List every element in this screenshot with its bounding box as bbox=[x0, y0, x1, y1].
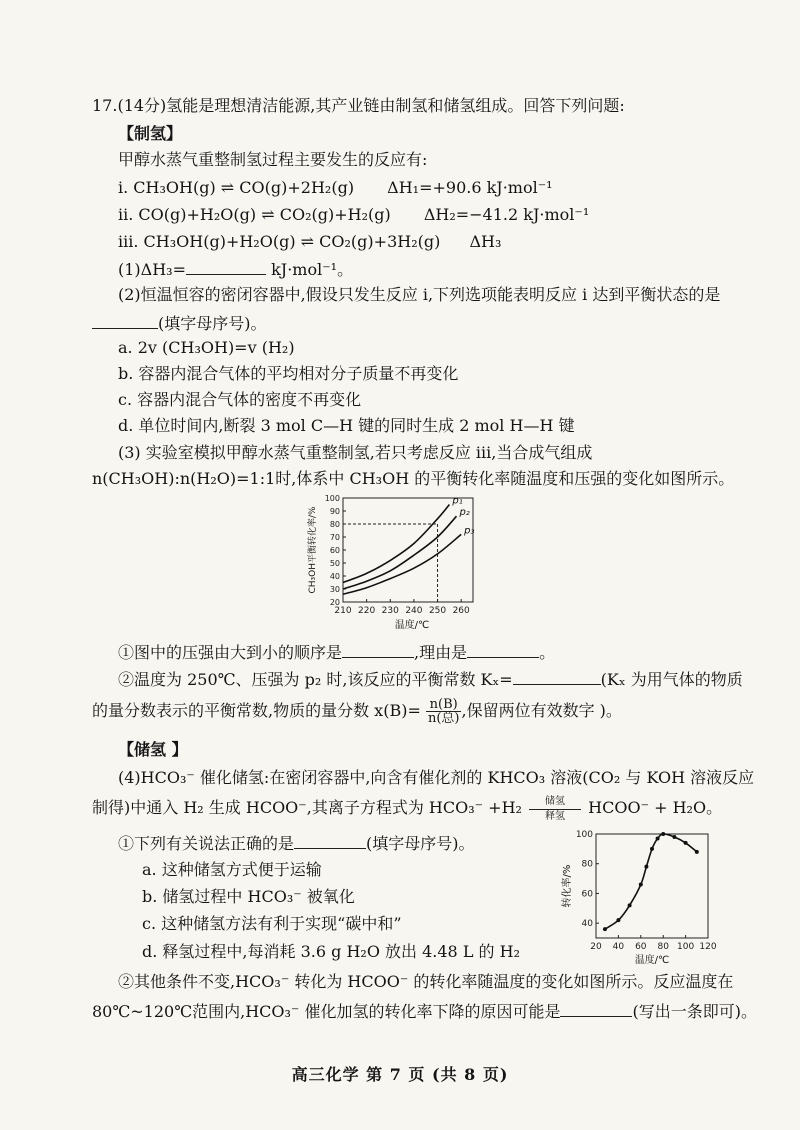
chart2-y-tick-label: 100 bbox=[575, 830, 593, 840]
chart2-data-point bbox=[628, 903, 632, 907]
q3-sub1 bbox=[118, 641, 555, 663]
question-3-line1: (3) 实验室模拟甲醇水蒸气重整制氢,若只考虑反应 iii,当合成气组成 bbox=[118, 443, 593, 462]
reaction-right: CO(g)+2H₂(g) bbox=[239, 178, 355, 197]
q4-equation-right: HCOO⁻ + H₂O。 bbox=[588, 798, 723, 817]
chart2-data-point bbox=[603, 927, 607, 931]
fraction-numerator: n(B) bbox=[426, 698, 462, 712]
reaction-right: CO₂(g)+H₂(g) bbox=[279, 205, 391, 224]
chart2-data-point bbox=[644, 865, 648, 869]
q4-sub1 bbox=[118, 832, 475, 854]
chart2-y-tick-label: 60 bbox=[581, 889, 593, 900]
chart1-x-tick-label: 210 bbox=[334, 606, 352, 616]
reaction-iii bbox=[118, 232, 501, 252]
equilibrium-arrow-icon: ⇌ bbox=[220, 178, 235, 197]
q2-option-d: d. 单位时间内,断裂 3 mol C—H 键的同时生成 2 mol H—H 键 bbox=[118, 416, 575, 435]
question-header: 17.(14分)氢能是理想清洁能源,其产业链由制氢和储氢组成。回答下列问题: bbox=[92, 96, 625, 115]
reaction-i bbox=[118, 178, 553, 198]
arrow-label-release: 释氢 bbox=[545, 810, 566, 822]
chart1-y-tick-label: 90 bbox=[329, 507, 340, 516]
q3-sub1-text-b: ,理由是 bbox=[414, 643, 468, 662]
chart1-series-label: p₂ bbox=[459, 507, 470, 519]
q4-option-a: a. 这种储氢方式便于运输 bbox=[142, 860, 322, 879]
chart1-series-label: p₃ bbox=[464, 525, 475, 537]
chart2-data-point bbox=[695, 850, 699, 854]
fraction-denominator: n(总) bbox=[427, 711, 460, 726]
chart1-y-axis-label: CH₃OH平衡转化率/% bbox=[308, 506, 318, 594]
q3-sub2-line2-text-b: ,保留两位有效数字 )。 bbox=[461, 701, 622, 720]
chart1-y-tick-label: 100 bbox=[324, 494, 340, 503]
reaction-ii bbox=[118, 205, 589, 225]
page-footer: 高三化学 第 7 页 (共 8 页) bbox=[291, 1065, 509, 1084]
chart2-x-tick-label: 80 bbox=[657, 942, 669, 952]
question-3-line2: n(CH₃OH):n(H₂O)=1:1时,体系中 CH₃OH 的平衡转化率随温度和压强的变化如图所示。 bbox=[92, 469, 735, 488]
chart2-data-point bbox=[639, 883, 643, 887]
section-title-hydrogen-production: 【制氢】 bbox=[118, 124, 183, 143]
reaction-right: CO₂(g)+3H₂(g) bbox=[319, 232, 441, 251]
q2-option-c: c. 容器内混合气体的密度不再变化 bbox=[118, 390, 362, 409]
question-2-line1: (2)恒温恒容的密闭容器中,假设只发生反应 i,下列选项能表明反应 i 达到平衡状态的是 bbox=[118, 285, 721, 304]
answer-blank-q3-order[interactable] bbox=[342, 641, 414, 658]
q3-sub2 bbox=[118, 668, 743, 690]
q4-option-d: d. 释氢过程中,每消耗 3.6 g H₂O 放出 4.48 L 的 H₂ bbox=[142, 942, 520, 961]
question-4-line2 bbox=[92, 795, 723, 822]
reaction-enthalpy: ΔH₃ bbox=[469, 232, 502, 251]
chart2-data-point bbox=[650, 847, 654, 851]
reaction-label: iii. bbox=[118, 232, 139, 251]
question-4-line1: (4)HCO₃⁻ 催化储氢:在密闭容器中,向含有催化剂的 KHCO₃ 溶液(CO₂ 与 KOH 溶液反应 bbox=[118, 768, 755, 787]
q4-sub1-text: ①下列有关说法正确的是 bbox=[118, 834, 295, 853]
q4-sub2-text-b: (写出一条即可)。 bbox=[632, 1002, 757, 1021]
chart2-x-tick-label: 60 bbox=[635, 942, 647, 952]
chart2-x-tick-label: 40 bbox=[612, 942, 625, 952]
q4-sub1-suffix: (填字母序号)。 bbox=[366, 834, 475, 853]
chart2-data-point bbox=[661, 832, 665, 836]
chart1-x-tick-label: 260 bbox=[452, 606, 470, 616]
q3-sub1-text: ①图中的压强由大到小的顺序是 bbox=[118, 643, 343, 662]
chart2-y-tick-label: 80 bbox=[581, 859, 593, 870]
chart2-x-tick-label: 20 bbox=[590, 942, 602, 952]
equilibrium-arrow-icon: ⇌ bbox=[261, 205, 275, 224]
q1-prefix: (1)ΔH₃= bbox=[118, 260, 186, 279]
chart1-y-tick-label: 50 bbox=[329, 559, 340, 568]
chart-methanol-conversion bbox=[305, 490, 495, 638]
answer-blank-q2[interactable] bbox=[92, 312, 158, 329]
chart1-series-group bbox=[343, 505, 461, 595]
chart2-x-tick-label: 100 bbox=[677, 942, 695, 952]
q3-sub2-text: ②温度为 250℃、压强为 p₂ 时,该反应的平衡常数 Kₓ= bbox=[118, 670, 513, 689]
answer-blank-q1[interactable] bbox=[186, 258, 266, 275]
reaction-enthalpy: ΔH₂=−41.2 kJ·mol⁻¹ bbox=[423, 205, 590, 224]
q3-sub2-text-b: (Kₓ 为用气体的物质 bbox=[600, 670, 743, 689]
equilibrium-arrow-icon: ⇌ bbox=[300, 232, 315, 251]
q3-sub2-line2-text: 的量分数表示的平衡常数,物质的量分数 x(B)= bbox=[92, 701, 421, 720]
chart2-y-tick-label: 40 bbox=[581, 919, 593, 930]
chart1-x-axis-label: 温度/℃ bbox=[394, 620, 430, 631]
question-1 bbox=[118, 258, 353, 280]
chart2-y-axis-label: 转化率/% bbox=[562, 864, 573, 908]
chart2-data-point bbox=[616, 918, 620, 922]
q3-sub2-line2 bbox=[92, 698, 622, 725]
reaction-enthalpy: ΔH₁=+90.6 kJ·mol⁻¹ bbox=[387, 178, 553, 197]
chart2-x-tick-label: 120 bbox=[699, 942, 717, 952]
chart1-y-tick-label: 30 bbox=[329, 585, 340, 594]
chart2-series-group bbox=[603, 832, 699, 931]
q4-sub2-line2 bbox=[92, 1000, 757, 1022]
q2-option-a: a. 2v (CH₃OH)=v (H₂) bbox=[118, 338, 295, 357]
mole-fraction-formula bbox=[426, 698, 462, 725]
reaction-left: CH₃OH(g) bbox=[133, 178, 216, 197]
q4-sub2-line1: ②其他条件不变,HCO₃⁻ 转化为 HCOO⁻ 的转化率随温度的变化如图所示。反应温度在 bbox=[118, 972, 734, 991]
chart-bicarbonate-conversion bbox=[558, 826, 718, 966]
section-title-hydrogen-storage: 【储氢 】 bbox=[118, 740, 188, 759]
chart2-data-point bbox=[656, 836, 660, 840]
q2-suffix: (填字母序号)。 bbox=[158, 314, 267, 333]
chart1-x-tick-label: 240 bbox=[405, 606, 423, 616]
reaction-left: CO(g)+H₂O(g) bbox=[138, 205, 257, 224]
chart1-series-label: p₁ bbox=[452, 495, 463, 507]
q1-suffix: kJ·mol⁻¹。 bbox=[271, 260, 354, 279]
reaction-left: CH₃OH(g)+H₂O(g) bbox=[143, 232, 296, 251]
q4-equation-left: 制得)中通入 H₂ 生成 HCOO⁻,其离子方程式为 HCO₃⁻ +H₂ bbox=[92, 798, 522, 817]
chart1-series-line-1 bbox=[343, 505, 449, 583]
question-2-line2 bbox=[92, 312, 267, 334]
chart2-axes bbox=[576, 830, 717, 952]
reaction-label: ii. bbox=[118, 205, 134, 224]
q3-sub1-text-c: 。 bbox=[539, 643, 556, 662]
chart2-data-point bbox=[672, 835, 676, 839]
intro-text: 甲醇水蒸气重整制氢过程主要发生的反应有: bbox=[118, 150, 428, 169]
q4-option-b: b. 储氢过程中 HCO₃⁻ 被氧化 bbox=[142, 887, 355, 906]
arrow-label-storage: 储氢 bbox=[545, 795, 566, 807]
chart2-x-axis-label: 温度/℃ bbox=[634, 955, 670, 966]
q4-sub2-text: 80℃~120℃范围内,HCO₃⁻ 催化加氢的转化率下降的原因可能是 bbox=[92, 1002, 561, 1021]
chart1-y-tick-label: 20 bbox=[329, 598, 340, 607]
chart2-data-point bbox=[684, 841, 688, 845]
answer-blank-q3-kx[interactable] bbox=[513, 668, 601, 685]
chart1-frame bbox=[343, 495, 473, 602]
chart1-y-tick-label: 60 bbox=[329, 546, 340, 555]
answer-blank-q4-1[interactable] bbox=[294, 832, 366, 849]
storage-release-arrow-icon bbox=[527, 795, 583, 822]
chart1-x-tick-label: 250 bbox=[428, 606, 447, 616]
arrow-bar bbox=[529, 809, 581, 810]
chart1-x-tick-label: 230 bbox=[381, 606, 399, 616]
q2-option-b: b. 容器内混合气体的平均相对分子质量不再变化 bbox=[118, 364, 459, 383]
q4-option-c: c. 这种储氢方法有利于实现“碳中和” bbox=[142, 914, 402, 933]
chart1-y-tick-label: 80 bbox=[329, 520, 340, 529]
chart1-y-tick-label: 70 bbox=[329, 533, 340, 542]
answer-blank-q3-reason[interactable] bbox=[467, 641, 539, 658]
reaction-label: i. bbox=[118, 178, 129, 197]
chart1-y-tick-label: 40 bbox=[329, 572, 340, 581]
answer-blank-q4-2[interactable] bbox=[560, 1000, 632, 1017]
chart1-x-tick-label: 220 bbox=[358, 606, 376, 616]
